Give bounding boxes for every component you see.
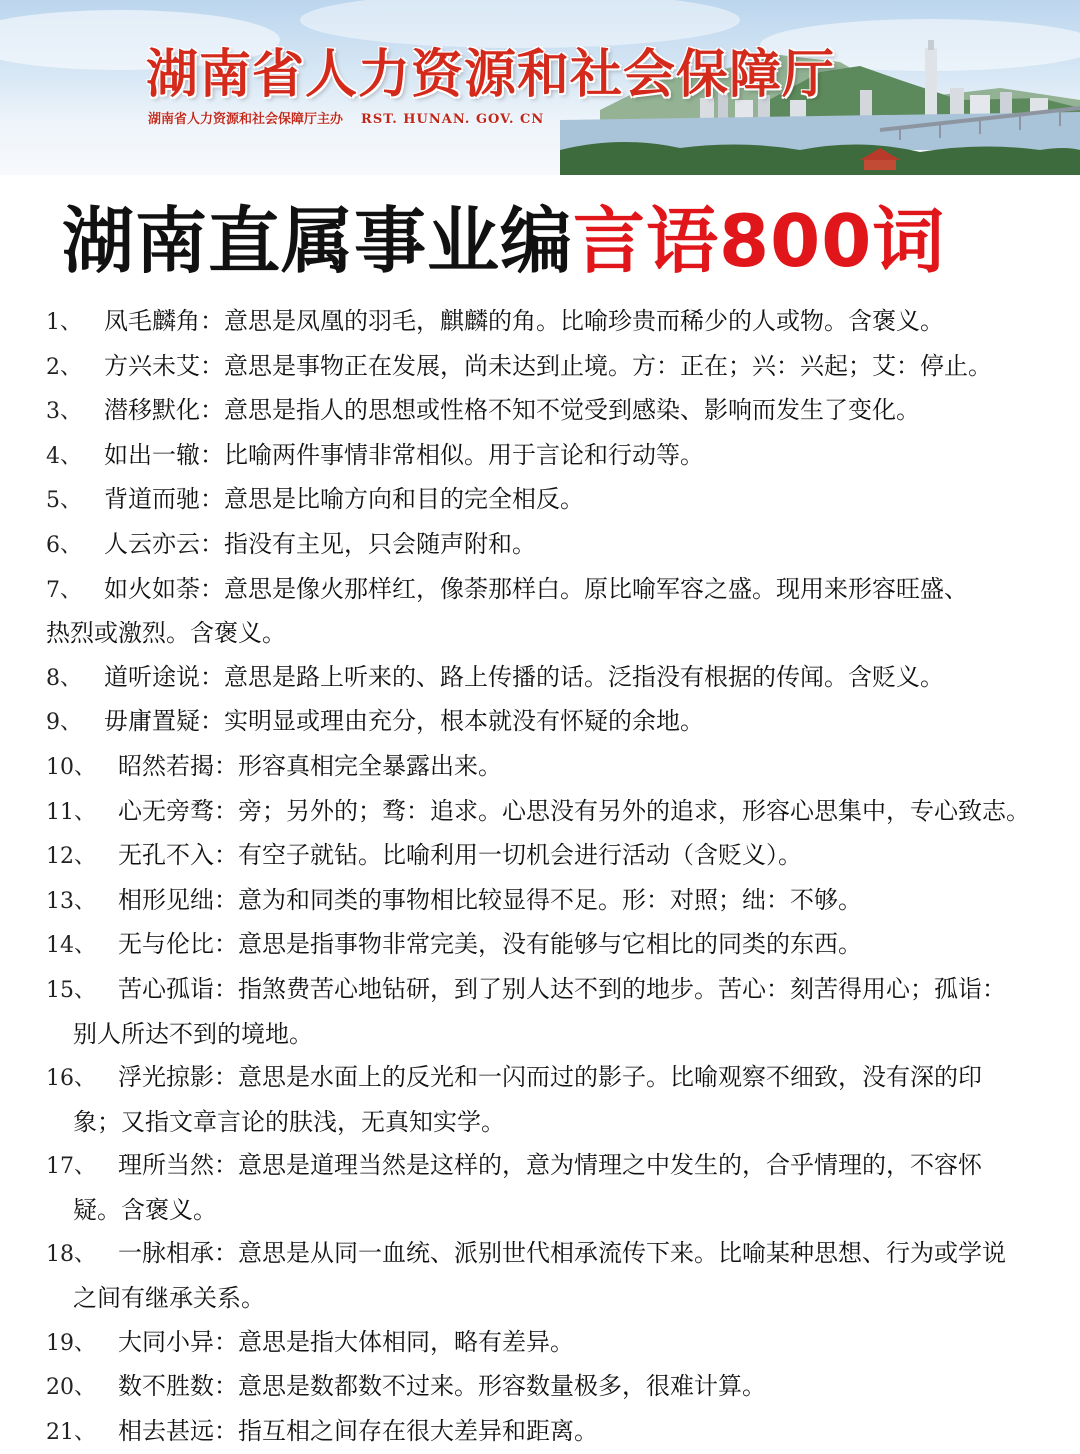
item-text: 凤毛麟角：意思是凤凰的羽毛，麒麟的角。比喻珍贵而稀少的人或物。含褒义。 (104, 307, 944, 335)
list-item (46, 834, 1076, 879)
list-item (46, 923, 1076, 968)
item-number: 10、 (46, 754, 96, 780)
item-text: 一脉相承：意思是从同一血统、派别世代相承流传下来。比喻某种思想、行为或学说 (118, 1239, 1006, 1268)
organization-subtitle (148, 108, 544, 127)
item-number: 14、 (46, 933, 96, 959)
idiom-list (46, 300, 1076, 1454)
page-title-part2: 言语800词 (573, 199, 946, 283)
list-item (46, 790, 1076, 835)
page-title-part1: 湖南直属事业编 (62, 199, 574, 283)
list-item (46, 300, 1076, 345)
item-text: 如出一辙：比喻两件事情非常相似。用于言论和行动等。 (104, 440, 704, 469)
item-number: 12、 (46, 844, 96, 870)
header-banner (0, 0, 1080, 175)
list-item (46, 1056, 1076, 1144)
list-item (46, 478, 1076, 523)
list-item (46, 345, 1076, 390)
list-item (46, 434, 1076, 479)
list-item (46, 745, 1076, 790)
item-number: 15、 (46, 977, 96, 1003)
item-number: 2、 (46, 354, 82, 380)
item-text: 人云亦云：指没有主见，只会随声附和。 (104, 529, 536, 558)
list-item (46, 1365, 1076, 1410)
item-text: 昭然若揭：形容真相完全暴露出来。 (118, 751, 502, 780)
item-number: 7、 (46, 577, 82, 603)
item-number: 13、 (46, 888, 96, 914)
list-item (46, 700, 1076, 745)
list-item (46, 1144, 1076, 1232)
item-text: 如火如荼：意思是像火那样红，像荼那样白。原比喻军容之盛。现用来形容旺盛、 (104, 574, 968, 603)
item-text: 无孔不入：有空子就钻。比喻利用一切机会进行活动（含贬义）。 (118, 841, 802, 870)
item-number: 11、 (46, 799, 96, 825)
item-number: 16、 (46, 1066, 96, 1092)
list-item (46, 656, 1076, 701)
list-item (46, 389, 1076, 434)
item-number: 9、 (46, 710, 82, 736)
item-text: 背道而驰：意思是比喻方向和目的完全相反。 (104, 485, 584, 514)
sponsor-text: 湖南省人力资源和社会保障厅主办 (148, 112, 344, 127)
item-text: 相形见绌：意为和同类的事物相比较显得不足。形：对照；绌：不够。 (118, 885, 862, 914)
list-item (46, 879, 1076, 924)
item-text: 理所当然：意思是道理当然是这样的，意为情理之中发生的，合乎情理的，不容怀 (118, 1151, 982, 1180)
list-item (46, 1232, 1076, 1320)
list-item (46, 568, 1076, 656)
item-text: 无与伦比：意思是指事物非常完美，没有能够与它相比的同类的东西。 (118, 930, 862, 959)
item-text: 毋庸置疑：实明显或理由充分，根本就没有怀疑的余地。 (104, 707, 704, 736)
item-number: 17、 (46, 1154, 96, 1180)
item-number: 3、 (46, 399, 82, 425)
item-number: 8、 (46, 665, 82, 691)
item-number: 21、 (46, 1419, 96, 1445)
item-text: 方兴未艾：意思是事物正在发展，尚未达到止境。方：正在；兴：兴起；艾：停止。 (104, 351, 992, 380)
item-number: 4、 (46, 443, 82, 469)
item-text: 潜移默化：意思是指人的思想或性格不知不觉受到感染、影响而发生了变化。 (104, 396, 920, 425)
item-text-continued: 疑。含褒义。 (73, 1195, 217, 1224)
list-item (46, 1321, 1076, 1366)
item-text: 相去甚远：指互相之间存在很大差异和距离。 (118, 1416, 598, 1445)
item-number: 19、 (46, 1330, 96, 1356)
item-number: 1、 (46, 310, 82, 335)
page-title (62, 196, 945, 286)
organization-title: 湖南省人力资源和社会保障厅 (146, 45, 836, 105)
item-text-continued: 之间有继承关系。 (73, 1284, 265, 1313)
item-text: 大同小异：意思是指大体相同，略有差异。 (118, 1327, 574, 1356)
item-number: 20、 (46, 1375, 96, 1401)
list-item (46, 1410, 1076, 1454)
item-number: 5、 (46, 488, 82, 514)
item-text-continued: 别人所达不到的境地。 (73, 1019, 313, 1048)
item-text-continued: 象；又指文章言论的肤浅，无真知实学。 (73, 1107, 505, 1136)
item-text: 数不胜数：意思是数都数不过来。形容数量极多，很难计算。 (118, 1372, 766, 1401)
item-number: 18、 (46, 1242, 96, 1268)
item-text-continued: 热烈或激烈。含褒义。 (46, 619, 286, 648)
list-item (46, 523, 1076, 568)
site-url: RST. HUNAN. GOV. CN (361, 112, 545, 127)
item-text: 浮光掠影：意思是水面上的反光和一闪而过的影子。比喻观察不细致，没有深的印 (118, 1063, 982, 1092)
list-item (46, 968, 1076, 1056)
item-text: 苦心孤诣：指煞费苦心地钻研，到了别人达不到的地步。苦心：刻苦得用心；孤诣： (118, 974, 1006, 1003)
item-text: 心无旁骛：旁；另外的；骛：追求。心思没有另外的追求，形容心思集中，专心致志。 (118, 796, 1030, 825)
item-text: 道听途说：意思是路上听来的、路上传播的话。泛指没有根据的传闻。含贬义。 (104, 662, 944, 691)
item-number: 6、 (46, 532, 82, 558)
